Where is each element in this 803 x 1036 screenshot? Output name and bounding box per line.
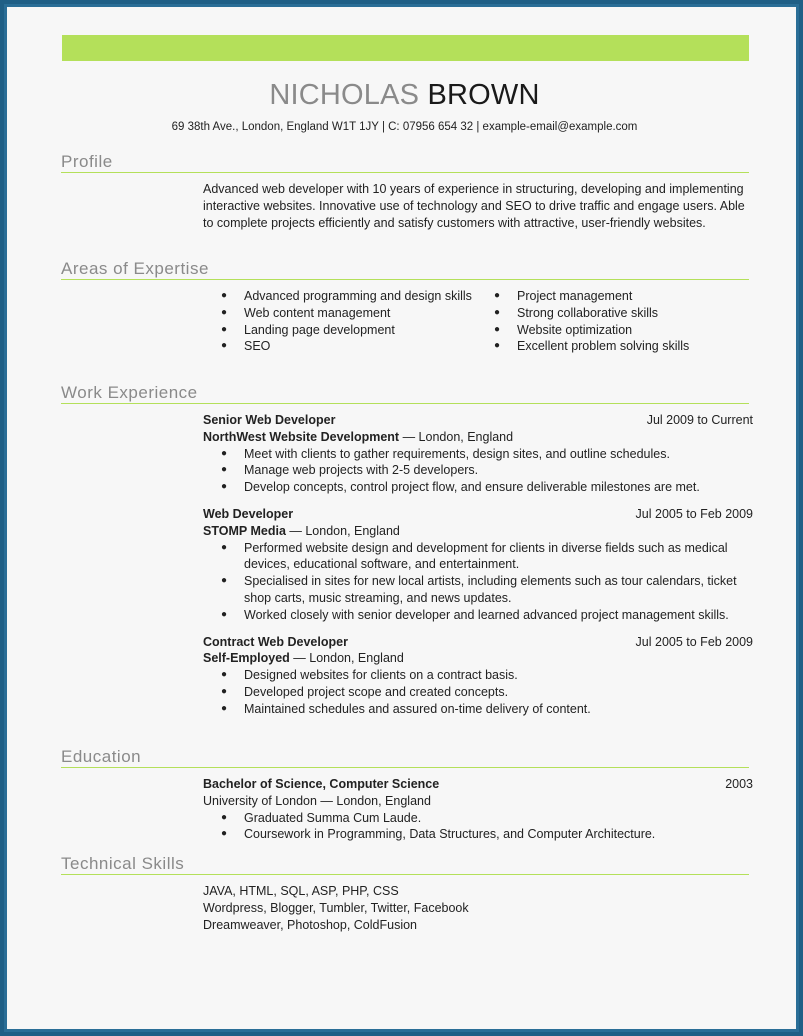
list-item: ● Specialised in sites for new local artists, including elements such as tour calendars, ticket shop carts, music streaming, and news updates. [203,573,753,607]
skill-line: JAVA, HTML, SQL, ASP, PHP, CSS [203,884,399,898]
first-name: NICHOLAS [269,79,420,111]
section-title-work: Work Experience [61,383,198,402]
company-name: STOMP Media [203,523,286,538]
list-item: ● Manage web projects with 2-5 developers. [203,462,753,479]
company-name: NorthWest Website Development [203,429,400,444]
section-divider [61,279,749,280]
list-item: ● Landing page development [203,322,476,339]
list-item: ● Developed project scope and created concepts. [203,684,753,701]
expertise-list [203,288,753,355]
list-item: ● Maintained schedules and assured on-time delivery of content. [203,701,753,718]
list-item: ● Designed websites for clients on a contract basis. [203,667,753,684]
skill-line: Dreamweaver, Photoshop, ColdFusion [203,917,418,932]
list-item: ● Web content management [203,305,476,322]
section-title-profile: Profile [61,152,113,171]
expertise-right-column [476,288,749,355]
job-location: — London, England [399,429,514,444]
list-item: ● SEO [203,338,476,355]
school: University of London — London, England [203,793,431,808]
job-dates: Jul 2005 to Feb 2009 [635,506,753,521]
list-item: ● Advanced programming and design skills [203,288,476,305]
list-item: ● Graduated Summa Cum Laude. [203,810,753,827]
accent-bar [62,35,749,61]
section-divider [61,767,749,768]
job-entry [203,506,753,624]
list-item: ● Develop concepts, control project flow, and ensure deliverable milestones are met. [203,479,753,496]
section-title-education: Education [61,747,142,766]
skill-line: Wordpress, Blogger, Tumbler, Twitter, Facebook [203,900,469,915]
list-item: ● Excellent problem solving skills [476,338,749,355]
graduation-year: 2003 [725,777,753,791]
list-item: ● Meet with clients to gather requirements, design sites, and outline schedules. [203,446,753,463]
section-divider [61,874,749,875]
job-title: Contract Web Developer [203,634,348,649]
technical-skills [203,883,753,933]
contact-line: 69 38th Ave., London, England W1T 1JY | C: 07956 654 32 | example-email@example.com [171,121,638,133]
section-title-expertise: Areas of Expertise [61,259,209,278]
profile-text: Advanced web developer with 10 years of experience in structuring, developing and implementing interactive websites. Innovative use of technology and SEO to drive traffic and engage users. Able to complete projects efficiently and satisfy customers with attractive, user-friendly websites. [203,182,745,230]
list-item: ● Performed website design and development for clients in diverse fields such as medical devices, educational software, and entertainment. [203,540,753,574]
section-title-skills: Technical Skills [61,854,185,873]
last-name: BROWN [427,79,540,111]
job-entry [203,412,753,496]
job-title: Web Developer [203,506,294,521]
expertise-left-column [203,288,476,355]
list-item: ● Strong collaborative skills [476,305,749,322]
resume-page [4,4,799,1032]
job-location: — London, England [289,651,404,666]
profile-summary [203,181,753,231]
job-dates: Jul 2009 to Current [646,413,753,427]
list-item: ● Worked closely with senior developer and learned advanced project management skills. [203,607,753,624]
company-name: Self-Employed [203,651,290,666]
degree: Bachelor of Science, Computer Science [203,777,440,791]
list-item: ● Website optimization [476,322,749,339]
list-item: ● Project management [476,288,749,305]
list-item: ● Coursework in Programming, Data Structures, and Computer Architecture. [203,826,753,843]
section-divider [61,403,749,404]
job-location: — London, England [285,523,400,538]
section-divider [61,172,749,173]
education-entry [203,776,753,843]
job-dates: Jul 2005 to Feb 2009 [635,634,753,649]
job-title: Senior Web Developer [203,413,336,427]
job-entry [203,634,753,718]
work-history [203,412,753,728]
candidate-name [7,79,802,112]
